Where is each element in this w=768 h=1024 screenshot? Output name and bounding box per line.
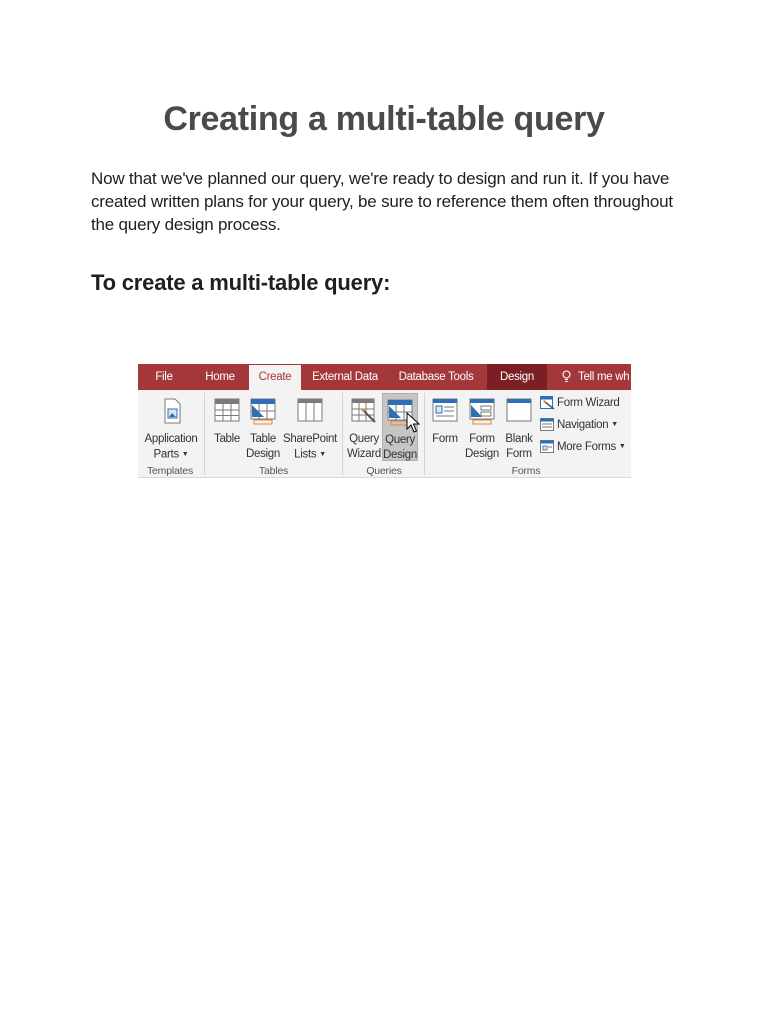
table-design-button[interactable] <box>246 395 280 462</box>
group-label-tables: Tables <box>258 465 289 477</box>
more-forms-label: More Forms <box>557 441 616 454</box>
tab-design[interactable]: Design <box>487 364 547 390</box>
form-label: Form <box>432 433 458 445</box>
navigation-icon <box>540 418 555 432</box>
navigation-button[interactable] <box>540 416 618 434</box>
group-label-templates: Templates <box>146 465 194 477</box>
group-label-queries: Queries <box>366 465 402 477</box>
form-design-label-1: Form <box>469 433 495 445</box>
query-wizard-label-2: Wizard <box>347 448 381 460</box>
application-parts-label-2: Parts <box>153 448 179 461</box>
dropdown-caret-icon: ▼ <box>319 451 326 458</box>
application-parts-icon <box>157 395 185 427</box>
ribbon-tab-bar <box>138 364 631 390</box>
form-wizard-button[interactable] <box>540 394 620 412</box>
tab-file[interactable]: File <box>155 371 173 383</box>
form-icon <box>431 395 459 427</box>
intro-paragraph: Now that we've planned our query, we're ready to design and run it. If you have created written plans for your query, be sure to reference them often throughout the query design process. <box>91 169 673 234</box>
tab-external-data[interactable]: External Data <box>312 371 378 383</box>
section-heading: To create a multi-table query: <box>91 270 391 295</box>
table-icon <box>213 395 241 427</box>
blank-form-label-1: Blank <box>505 433 533 445</box>
query-wizard-icon <box>350 395 378 427</box>
form-button[interactable] <box>428 395 462 447</box>
form-design-button[interactable] <box>464 395 500 462</box>
application-parts-button[interactable] <box>142 395 200 463</box>
navigation-label: Navigation <box>557 419 609 432</box>
table-label: Table <box>214 433 240 445</box>
group-separator <box>424 393 425 475</box>
more-forms-icon <box>540 440 555 454</box>
sharepoint-lists-icon <box>296 395 324 427</box>
group-separator <box>204 393 205 475</box>
query-design-label-1: Query <box>385 434 415 446</box>
form-design-label-2: Design <box>465 448 499 460</box>
more-forms-button[interactable] <box>540 438 626 456</box>
page-title: Creating a multi-table query <box>163 100 605 138</box>
table-design-label-2: Design <box>246 448 280 460</box>
sharepoint-lists-label-2: Lists <box>294 448 317 461</box>
sharepoint-lists-label-1: SharePoint <box>283 433 337 445</box>
mouse-pointer-icon <box>406 412 420 434</box>
group-separator <box>342 393 343 475</box>
table-button[interactable] <box>211 395 243 447</box>
query-wizard-label-1: Query <box>349 433 379 445</box>
tell-me-search[interactable] <box>556 364 631 390</box>
blank-form-label-2: Form <box>506 448 532 460</box>
dropdown-caret-icon: ▼ <box>181 451 189 458</box>
form-design-icon <box>468 395 496 427</box>
tab-create[interactable]: Create <box>249 365 301 390</box>
blank-form-button[interactable] <box>502 395 536 462</box>
tab-database-tools[interactable]: Database Tools <box>398 371 474 383</box>
dropdown-caret-icon: ▼ <box>618 443 626 450</box>
blank-form-icon <box>505 395 533 427</box>
sharepoint-lists-button[interactable] <box>282 395 338 463</box>
tab-home[interactable]: Home <box>205 371 235 383</box>
lightbulb-icon <box>562 370 571 383</box>
query-design-label-2: Design <box>383 449 417 461</box>
group-label-forms: Forms <box>511 465 541 477</box>
query-wizard-button[interactable] <box>346 395 382 462</box>
table-design-icon <box>249 395 277 427</box>
dropdown-caret-icon: ▼ <box>611 421 618 428</box>
form-wizard-icon <box>540 396 555 410</box>
access-ribbon-screenshot <box>138 364 631 478</box>
tell-me-label: Tell me wh <box>578 371 630 383</box>
application-parts-label-1: Application <box>144 433 198 445</box>
form-wizard-label: Form Wizard <box>557 397 620 409</box>
table-design-label-1: Table <box>250 433 276 445</box>
